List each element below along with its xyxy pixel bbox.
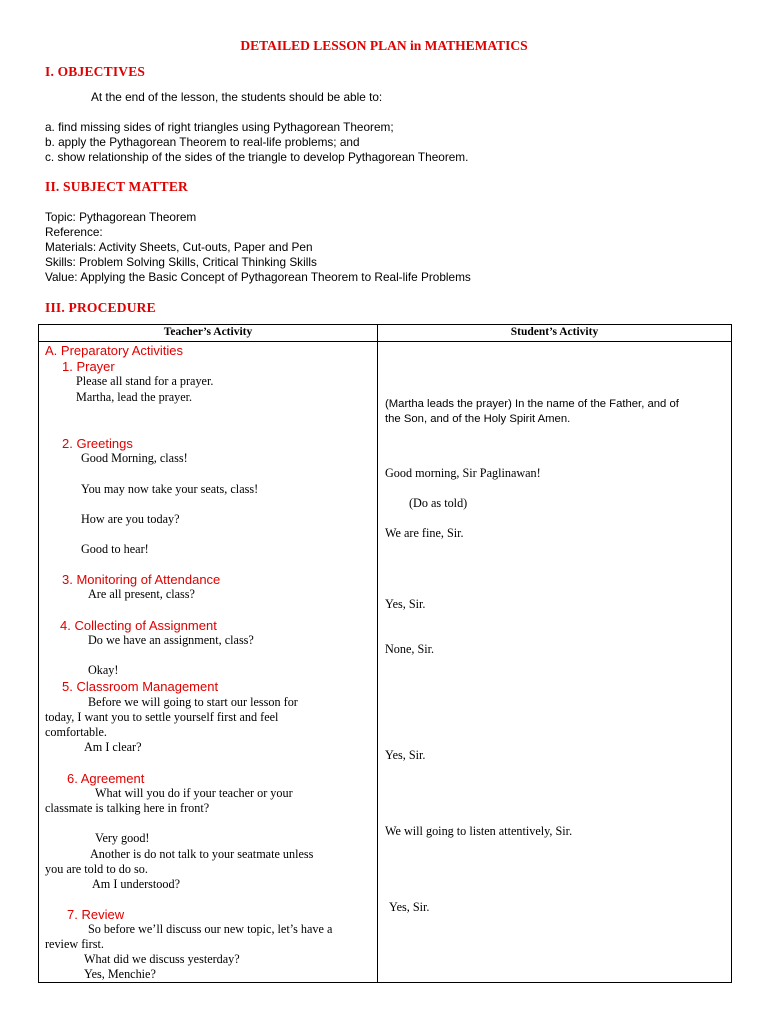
- teacher-line: What will you do if your teacher or your: [95, 786, 293, 800]
- student-activity-header: Student’s Activity: [510, 326, 599, 338]
- teacher-line: Am I understood?: [92, 877, 181, 891]
- procedure-heading: III. PROCEDURE: [45, 300, 156, 315]
- prayer-title: 1. Prayer: [62, 359, 115, 374]
- teacher-line: Another is do not talk to your seatmate unless: [90, 847, 314, 861]
- subject-skills: Skills: Problem Solving Skills, Critical Thinking Skills: [45, 255, 317, 269]
- objective-item: a. find missing sides of right triangles using Pythagorean Theorem;: [45, 120, 394, 134]
- subject-matter-heading: II. SUBJECT MATTER: [45, 179, 189, 194]
- student-line: Yes, Sir.: [389, 900, 430, 914]
- objectives-heading: I. OBJECTIVES: [45, 64, 146, 79]
- teacher-line: What did we discuss yesterday?: [84, 952, 240, 966]
- teacher-line: Good to hear!: [81, 542, 149, 556]
- objective-item: c. show relationship of the sides of the triangle to develop Pythagorean Theorem.: [45, 150, 469, 164]
- student-line: (Do as told): [409, 496, 468, 510]
- teacher-line: today, I want you to settle yourself first and feel: [45, 710, 279, 724]
- teacher-line: How are you today?: [81, 512, 180, 526]
- table-header-divider: [39, 341, 731, 342]
- teacher-line: Martha, lead the prayer.: [76, 390, 193, 404]
- objectives-intro: At the end of the lesson, the students should be able to:: [91, 90, 383, 104]
- student-line: We are fine, Sir.: [385, 526, 464, 540]
- subject-topic: Topic: Pythagorean Theorem: [45, 210, 197, 224]
- preparatory-activities-title: A. Preparatory Activities: [45, 343, 183, 358]
- table-column-divider: [377, 325, 378, 982]
- teacher-line: you are told to do so.: [45, 862, 148, 876]
- teacher-line: So before we’ll discuss our new topic, let’s have a: [88, 922, 333, 936]
- teacher-line: comfortable.: [45, 725, 107, 739]
- student-line: (Martha leads the prayer) In the name of the Father, and of: [385, 398, 679, 410]
- teacher-line: Okay!: [88, 663, 119, 677]
- subject-materials: Materials: Activity Sheets, Cut-outs, Paper and Pen: [45, 240, 313, 254]
- review-title: 7. Review: [67, 907, 125, 922]
- teacher-line: You may now take your seats, class!: [81, 482, 259, 496]
- procedure-table: [38, 324, 732, 983]
- teacher-line: Before we will going to start our lesson for: [88, 695, 298, 709]
- subject-reference: Reference:: [45, 225, 103, 239]
- classroom-management-title: 5. Classroom Management: [62, 679, 219, 694]
- teacher-line: Good Morning, class!: [81, 451, 188, 465]
- objective-item: b. apply the Pythagorean Theorem to real-life problems; and: [45, 135, 360, 149]
- teacher-activity-header: Teacher’s Activity: [163, 326, 253, 338]
- student-line: We will going to listen attentively, Sir.: [385, 824, 573, 838]
- student-line: Good morning, Sir Paglinawan!: [385, 466, 541, 480]
- attendance-title: 3. Monitoring of Attendance: [62, 572, 221, 587]
- teacher-line: Do we have an assignment, class?: [88, 633, 254, 647]
- assignment-title: 4. Collecting of Assignment: [60, 618, 217, 633]
- teacher-line: review first.: [45, 937, 104, 951]
- teacher-line: Am I clear?: [84, 740, 142, 754]
- document-title: DETAILED LESSON PLAN in MATHEMATICS: [240, 38, 528, 53]
- teacher-line: Yes, Menchie?: [84, 967, 156, 981]
- agreement-title: 6. Agreement: [67, 771, 145, 786]
- teacher-line: classmate is talking here in front?: [45, 801, 210, 815]
- teacher-line: Please all stand for a prayer.: [76, 374, 214, 388]
- student-line: the Son, and of the Holy Spirit Amen.: [385, 413, 571, 425]
- greetings-title: 2. Greetings: [62, 436, 133, 451]
- subject-value: Value: Applying the Basic Concept of Pythagorean Theorem to Real-life Problems: [45, 270, 471, 284]
- teacher-line: Very good!: [95, 831, 150, 845]
- student-line: Yes, Sir.: [385, 748, 426, 762]
- teacher-line: Are all present, class?: [88, 587, 195, 601]
- student-line: Yes, Sir.: [385, 597, 426, 611]
- student-line: None, Sir.: [385, 642, 435, 656]
